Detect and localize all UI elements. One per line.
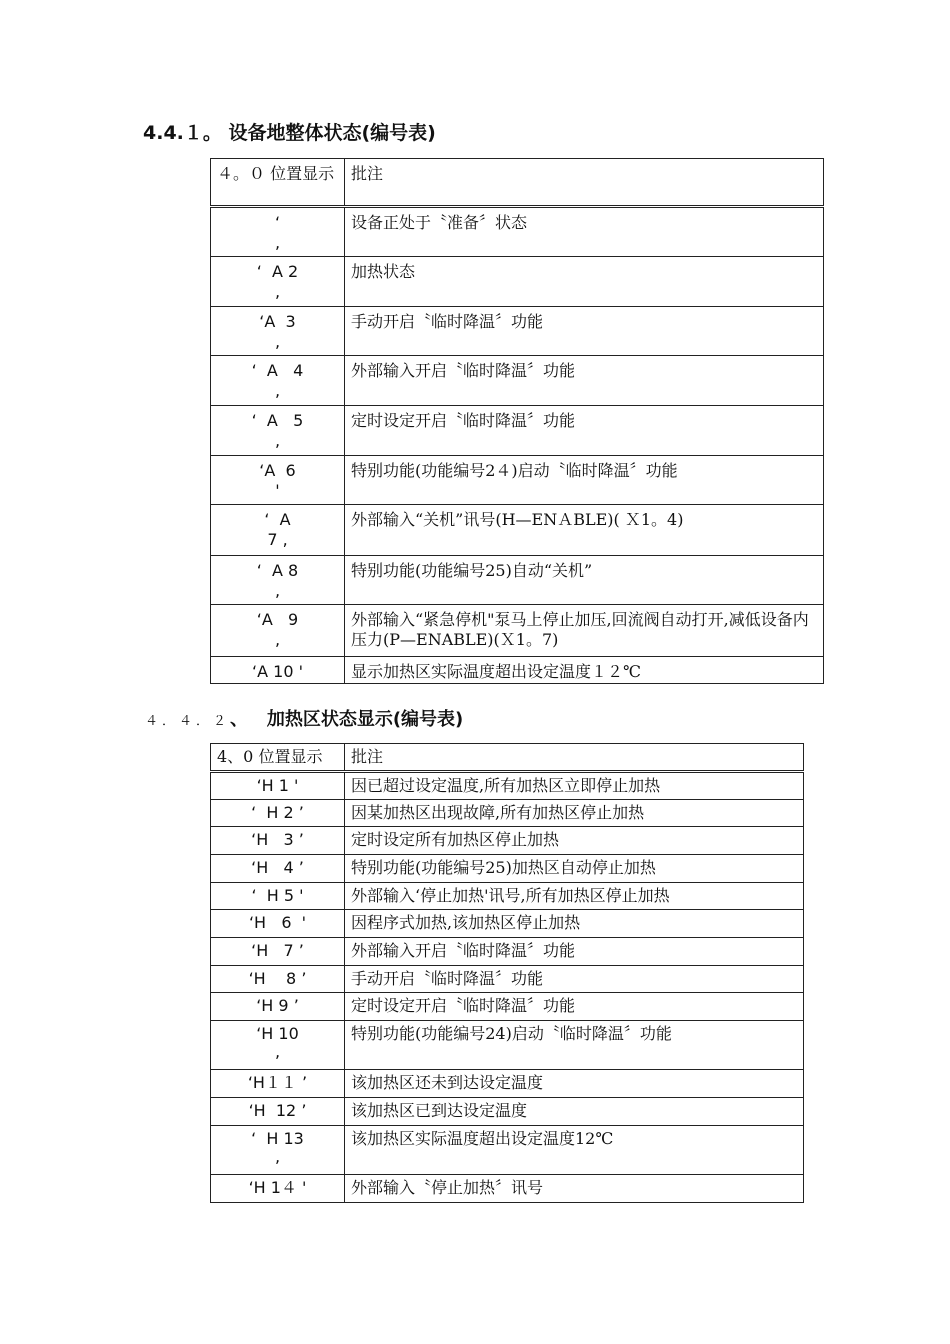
table-row [211,883,804,910]
note-cell: 加热状态 [345,257,824,307]
note-cell: 外部输入〝停止加热〞讯号 [345,1175,804,1203]
note-cell: 因已超过设定温度,所有加热区立即停止加热 [345,772,804,800]
table-row [211,827,804,855]
table-row [211,257,824,307]
position-code: ‘ H 2 ’ [211,800,345,827]
note-cell: 外部输入‘停止加热'讯号,所有加热区停止加热 [345,883,804,910]
table-row [211,800,804,827]
table-row [211,505,824,556]
status-table [210,158,824,684]
note-cell: 外部输入“紧急停机"泵马上停止加压,回流阀自动打开,减低设备内压力(P—ENABLE)(Ｘ1。7) [345,605,824,657]
section2-title [145,705,463,731]
header-notes: 批注 [345,744,804,772]
position-code: ‘H 12 ’ [211,1098,345,1126]
table-row [211,1070,804,1098]
position-code: ‘ H 13 , [211,1126,345,1175]
position-code: ‘H 6 ' [211,910,345,938]
position-code: ‘ A 7 , [211,505,345,556]
table-row [211,1126,804,1175]
position-code: ‘H 4 ’ [211,855,345,883]
position-code: ‘H 8 ’ [211,966,345,993]
position-code: ‘ A 8 , [211,556,345,605]
note-cell: 特别功能(功能编号25)自动“关机” [345,556,824,605]
table-row [211,307,824,356]
note-cell: 因某加热区出现故障,所有加热区停止加热 [345,800,804,827]
position-code: ‘H 9 ’ [211,993,345,1021]
note-cell: 特别功能(功能编号25)加热区自动停止加热 [345,855,804,883]
note-cell: 手动开启〝临时降温〞功能 [345,966,804,993]
table-row [211,356,824,406]
table-row [211,938,804,966]
table-row [211,556,824,605]
position-code: ‘ A 4 , [211,356,345,406]
position-code: ‘H 3 ’ [211,827,345,855]
note-cell: 特别功能(功能编号2４)启动〝临时降温〞功能 [345,456,824,505]
table-row [211,993,804,1021]
position-code: ‘A 10 ' [211,657,345,684]
position-code: ‘ H 5 ' [211,883,345,910]
position-code: ‘A 6 ' [211,456,345,505]
note-cell: 外部输入“关机”讯号(H—ENＡBLE)( Ｘ1。4) [345,505,824,556]
section1-title: 4.4.１。 设备地整体状态(编号表) [143,122,436,144]
note-cell: 特别功能(功能编号24)启动〝临时降温〞功能 [345,1021,804,1070]
table-row [211,966,804,993]
note-cell: 该加热区已到达设定温度 [345,1098,804,1126]
note-cell: 显示加热区实际温度超出设定温度１２℃ [345,657,824,684]
position-code: ‘ A 2 , [211,257,345,307]
header-notes: 批注 [345,159,824,207]
note-cell: 定时设定所有加热区停止加热 [345,827,804,855]
table-header-row [211,744,804,772]
table-row [211,1175,804,1203]
section2-number: ４．４．２ [145,714,231,729]
table-row [211,456,824,505]
table-row [211,772,804,800]
position-code: ‘H 10 , [211,1021,345,1070]
section2-suffix: 、 [230,709,249,730]
table-row [211,406,824,456]
heating-zone-table [210,743,804,1203]
table-row [211,207,824,257]
note-cell: 该加热区实际温度超出设定温度12℃ [345,1126,804,1175]
header-position: ４。０ 位置显示 [211,159,345,207]
note-cell: 定时设定开启〝临时降温〞功能 [345,993,804,1021]
note-cell: 外部输入开启〝临时降温〞功能 [345,356,824,406]
table-row [211,1021,804,1070]
note-cell: 因程序式加热,该加热区停止加热 [345,910,804,938]
table-header-row [211,159,824,207]
position-code: ‘ , [211,207,345,257]
position-code: ‘H 1 ' [211,772,345,800]
table-row [211,910,804,938]
table-row [211,1098,804,1126]
note-cell: 外部输入开启〝临时降温〞功能 [345,938,804,966]
note-cell: 设备正处于〝准备〞状态 [345,207,824,257]
table-row [211,657,824,684]
note-cell: 该加热区还未到达设定温度 [345,1070,804,1098]
position-code: ‘ A 5 , [211,406,345,456]
header-position: 4、0 位置显示 [211,744,345,772]
table-row [211,605,824,657]
note-cell: 手动开启〝临时降温〞功能 [345,307,824,356]
table-row [211,855,804,883]
position-code: ‘H１１ ’ [211,1070,345,1098]
position-code: ‘H 1４ ' [211,1175,345,1203]
note-cell: 定时设定开启〝临时降温〞功能 [345,406,824,456]
position-code: ‘H 7 ’ [211,938,345,966]
section2-title-text: 加热区状态显示(编号表) [266,709,464,730]
position-code: ‘A 9 , [211,605,345,657]
position-code: ‘A 3 , [211,307,345,356]
